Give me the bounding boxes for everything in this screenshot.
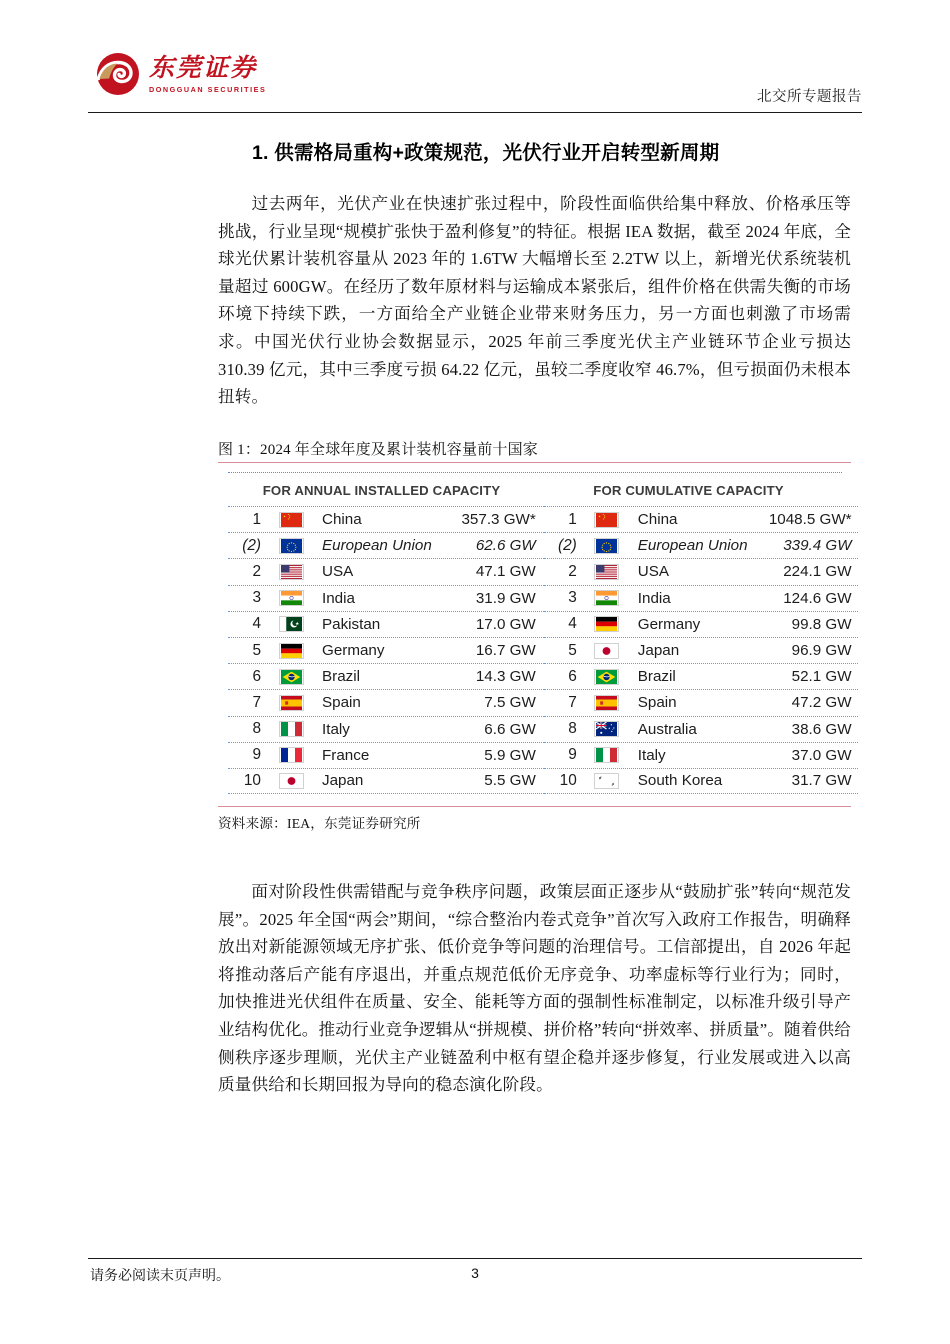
cell-capacity-value: 37.0 GW xyxy=(791,746,852,764)
flag-icon-it xyxy=(588,747,626,763)
cell-capacity-value: 62.6 GW xyxy=(475,537,536,555)
cell-rank: 4 xyxy=(568,615,577,633)
cell-rank: 5 xyxy=(252,641,261,659)
table-row xyxy=(544,637,858,663)
flag-icon-fr xyxy=(272,747,310,763)
table-row xyxy=(544,768,858,794)
column-header-annual: FOR ANNUAL INSTALLED CAPACITY xyxy=(262,483,501,498)
cell-country: Japan xyxy=(637,642,680,660)
cell-rank: 6 xyxy=(252,667,261,685)
cell-rank: 7 xyxy=(252,693,261,711)
cell-rank: 6 xyxy=(568,667,577,685)
cell-country: China xyxy=(637,511,678,529)
table-row xyxy=(544,611,858,637)
table-row xyxy=(544,742,858,768)
table-row xyxy=(228,663,544,689)
figure-bottom-rule xyxy=(218,806,851,807)
cell-country: Pakistan xyxy=(322,615,381,633)
table-row xyxy=(544,716,858,742)
column-header-cumulative: FOR CUMULATIVE CAPACITY xyxy=(593,483,784,498)
figure-top-rule xyxy=(218,462,851,463)
table-row xyxy=(228,716,544,742)
figure-source-note: 资料来源：IEA，东莞证券研究所 xyxy=(218,816,421,831)
flag-icon-au xyxy=(588,721,626,737)
dongguan-securities-logo-icon xyxy=(96,52,140,96)
cell-country: Japan xyxy=(322,772,364,790)
footer-disclaimer: 请务必阅读末页声明。 xyxy=(90,1267,230,1283)
cell-country: Germany xyxy=(637,615,701,633)
cell-country: France xyxy=(322,746,370,764)
flag-icon-es xyxy=(588,695,626,711)
flag-icon-cn xyxy=(588,512,626,528)
table-row xyxy=(544,663,858,689)
flag-icon-de xyxy=(272,643,310,659)
report-type-label: 北交所专题报告 xyxy=(757,89,862,105)
cell-capacity-value: 339.4 GW xyxy=(783,537,852,555)
cell-country: India xyxy=(637,589,671,607)
cell-country: Spain xyxy=(322,694,361,712)
table-row xyxy=(544,585,858,611)
flag-icon-it xyxy=(272,721,310,737)
flag-icon-cn xyxy=(272,512,310,528)
cell-rank: 10 xyxy=(559,771,577,789)
cell-rank: 7 xyxy=(568,693,577,711)
cell-capacity-value: 7.5 GW xyxy=(484,694,536,712)
cell-country: European Union xyxy=(637,537,748,555)
flag-icon-jp xyxy=(272,773,310,789)
cell-country: India xyxy=(322,589,355,607)
cell-country: Brazil xyxy=(637,668,676,686)
cell-rank: 1 xyxy=(568,510,577,528)
cell-country: Germany xyxy=(322,642,385,660)
cell-country: Italy xyxy=(322,720,350,738)
cell-capacity-value: 6.6 GW xyxy=(484,720,536,738)
flag-icon-in xyxy=(272,590,310,606)
table-column-annual xyxy=(228,506,544,794)
company-logo xyxy=(96,52,266,96)
cell-capacity-value: 5.5 GW xyxy=(484,772,536,790)
cell-capacity-value: 96.9 GW xyxy=(791,642,852,660)
table-row xyxy=(544,558,858,584)
table-top-border xyxy=(228,472,842,473)
cell-country: USA xyxy=(637,563,670,581)
cell-country: European Union xyxy=(322,537,432,555)
cell-capacity-value: 14.3 GW xyxy=(475,668,536,686)
cell-country: Brazil xyxy=(322,668,360,686)
table-row xyxy=(228,585,544,611)
cell-capacity-value: 17.0 GW xyxy=(475,615,536,633)
table-row xyxy=(228,611,544,637)
cell-capacity-value: 38.6 GW xyxy=(791,720,852,738)
cell-country: Italy xyxy=(637,746,666,764)
cell-rank: 3 xyxy=(252,589,261,607)
cell-rank: 8 xyxy=(568,720,577,738)
paragraph-1-text: 过去两年，光伏产业在快速扩张过程中，阶段性面临供给集中释放、价格承压等挑战，行业呈现“规模扩张快于盈利修复”的特征。根据 IEA 数据，截至 2024 年底，全球光伏累计装机容量从 2023 年的 1.6TW 大幅增长至 2.2TW 以上，新增光伏系统装机量超过 600GW。在经历了数年原材料与运输成本紧张后，组件价格在供需失衡的市场环境下持续下跌，一方面给全产业链企业带来财务压力，另一方面也刺激了市场需求。中国光伏行业协会数据显示，2025 年前三季度光伏主产业链环节企业亏损达 310.39 亿元，其中三季度亏损 64.22 亿元，虽较二季度收窄 46.7%，但亏损面仍未根本扭转。 xyxy=(218,194,851,407)
cell-capacity-value: 224.1 GW xyxy=(783,563,852,581)
flag-icon-us xyxy=(272,564,310,580)
footer-divider xyxy=(88,1258,862,1259)
flag-icon-jp xyxy=(588,643,626,659)
cell-capacity-value: 47.1 GW xyxy=(475,563,536,581)
cell-capacity-value: 47.2 GW xyxy=(791,694,852,712)
body-paragraph-2 xyxy=(218,878,851,1099)
header-divider xyxy=(88,112,862,113)
flag-icon-in xyxy=(588,590,626,606)
cell-capacity-value: 16.7 GW xyxy=(475,642,536,660)
flag-icon-kr xyxy=(588,773,626,789)
cell-rank: 5 xyxy=(568,641,577,659)
table-header-row xyxy=(228,476,842,506)
section-heading: 1. 供需格局重构+政策规范，光伏行业开启转型新周期 xyxy=(252,142,720,164)
cell-rank: 10 xyxy=(243,771,261,789)
cell-country: South Korea xyxy=(637,772,723,790)
cell-country: Australia xyxy=(637,720,697,738)
table-row xyxy=(228,506,544,532)
table-row xyxy=(228,742,544,768)
table-row xyxy=(228,768,544,794)
flag-icon-us xyxy=(588,564,626,580)
figure-caption: 图 1：2024 年全球年度及累计装机容量前十国家 xyxy=(218,442,539,458)
cell-rank: 9 xyxy=(252,746,261,764)
logo-english-name: DONGGUAN SECURITIES xyxy=(149,85,267,95)
paragraph-2-text: 面对阶段性供需错配与竞争秩序问题，政策层面正逐步从“鼓励扩张”转向“规范发展”。2025 年全国“两会”期间，“综合整治内卷式竞争”首次写入政府工作报告，明确释放出对新能源领域无序扩张、低价竞争等问题的治理信号。工信部提出，自 2026 年起将推动落后产能有序退出，并重点规范低价无序竞争、功率虚标等行业行为；同时，加快推进光伏组件在质量、安全、能耗等方面的强制性标准制定，以标准升级引导产业结构优化。推动行业竞争逻辑从“拼规模、拼价格”转向“拼效率、拼质量”。随着供给侧秩序逐步理顺，光伏主产业链盈利中枢有望企稳并逐步修复，行业发展或进入以高质量供给和长期回报为导向的稳态演化阶段。 xyxy=(218,882,851,1095)
table-row xyxy=(544,689,858,715)
cell-capacity-value: 52.1 GW xyxy=(791,668,852,686)
cell-rank: (2) xyxy=(557,536,577,554)
cell-country: China xyxy=(322,511,362,529)
cell-rank: 2 xyxy=(568,562,577,580)
cell-rank: 1 xyxy=(252,510,261,528)
table-column-cumulative xyxy=(544,506,858,794)
flag-icon-eu xyxy=(272,538,310,554)
table-row xyxy=(228,689,544,715)
cell-rank: (2) xyxy=(242,536,261,554)
flag-icon-eu xyxy=(588,538,626,554)
footer-page-number: 3 xyxy=(471,1265,479,1281)
body-paragraph-1 xyxy=(218,190,851,411)
flag-icon-es xyxy=(272,695,310,711)
cell-country: Spain xyxy=(637,694,677,712)
cell-capacity-value: 124.6 GW xyxy=(783,589,852,607)
flag-icon-br xyxy=(272,669,310,685)
logo-text xyxy=(149,54,266,94)
cell-rank: 9 xyxy=(568,746,577,764)
table-body xyxy=(228,506,852,794)
flag-icon-de xyxy=(588,616,626,632)
table-row xyxy=(228,637,544,663)
table-row xyxy=(544,506,858,532)
cell-rank: 4 xyxy=(252,615,261,633)
cell-rank: 2 xyxy=(252,562,261,580)
cell-capacity-value: 99.8 GW xyxy=(791,615,852,633)
cell-country: USA xyxy=(322,563,354,581)
cell-capacity-value: 1048.5 GW* xyxy=(768,511,852,529)
cell-capacity-value: 5.9 GW xyxy=(484,746,536,764)
table-row xyxy=(228,532,544,558)
cell-capacity-value: 31.7 GW xyxy=(791,772,852,790)
flag-icon-br xyxy=(588,669,626,685)
cell-rank: 3 xyxy=(568,589,577,607)
cell-rank: 8 xyxy=(252,720,261,738)
table-row xyxy=(228,558,544,584)
cell-capacity-value: 357.3 GW* xyxy=(461,511,536,529)
logo-chinese-name: 东莞证券 xyxy=(149,54,258,82)
table-row xyxy=(544,532,858,558)
page-header xyxy=(88,50,862,118)
flag-icon-pk xyxy=(272,616,310,632)
iea-capacity-table-figure xyxy=(228,470,852,800)
cell-capacity-value: 31.9 GW xyxy=(475,589,536,607)
